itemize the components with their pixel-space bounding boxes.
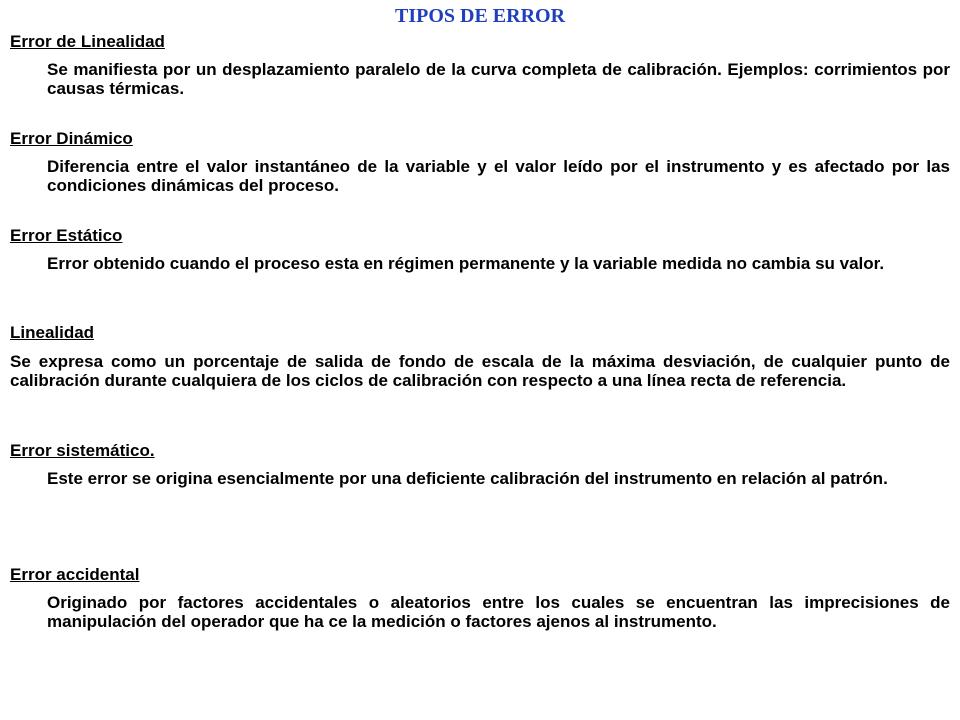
section-heading-error-linealidad: Error de Linealidad [10,32,165,51]
section-body-error-dinamico: Diferencia entre el valor instantáneo de la variable y el valor leído por el instrumento y es afectado por las condiciones dinámicas del proceso. [47,157,950,195]
section-body-error-estatico: Error obtenido cuando el proceso esta en régimen permanente y la variable medida no cambia su valor. [47,254,885,273]
page-title: TIPOS DE ERROR [394,5,566,27]
section-body-linealidad: Se expresa como un porcentaje de salida de fondo de escala de la máxima desviación, de cualquier punto de calibración durante cualquiera de los ciclos de calibración con respecto a una línea recta de referencia. [10,352,950,390]
section-heading-error-dinamico: Error Dinámico [10,129,133,148]
section-heading-error-sistematico: Error sistemático. [10,441,155,460]
section-heading-error-estatico: Error Estático [10,226,123,245]
section-heading-linealidad: Linealidad [10,323,95,342]
section-heading-error-accidental: Error accidental [10,565,140,584]
section-body-error-accidental: Originado por factores accidentales o aleatorios entre los cuales se encuentran las imprecisiones de manipulación del operador que ha ce la medición o factores ajenos al instrumento. [47,593,950,631]
section-body-error-sistematico: Este error se origina esencialmente por una deficiente calibración del instrumento en relación al patrón. [47,469,888,488]
section-body-error-linealidad: Se manifiesta por un desplazamiento paralelo de la curva completa de calibración. Ejemplos: corrimientos por causas térmicas. [47,60,950,98]
